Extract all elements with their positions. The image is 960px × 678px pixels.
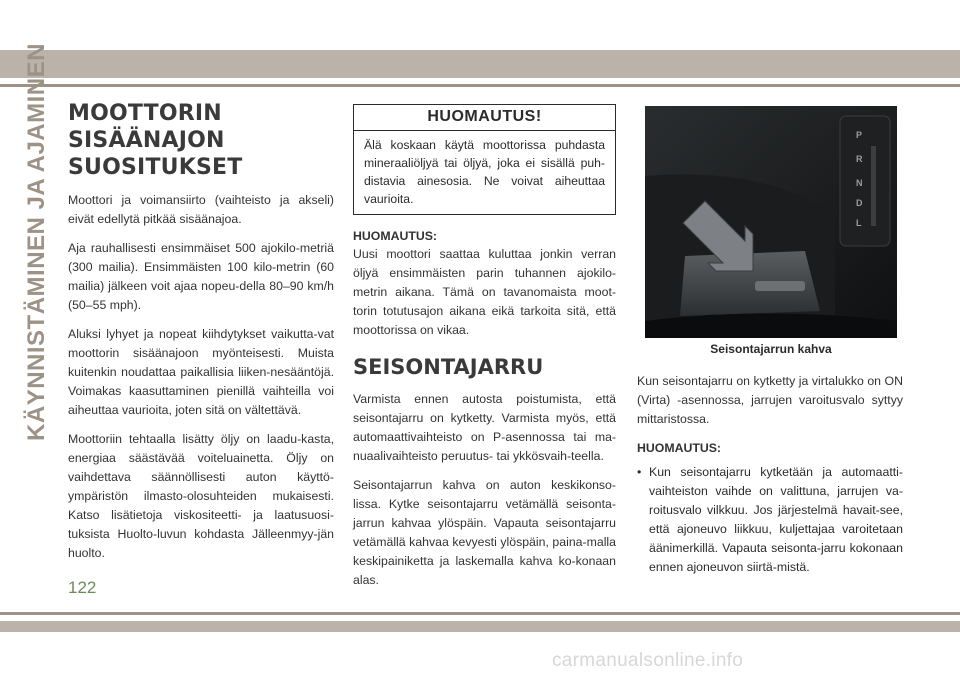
bullet: • <box>637 465 642 479</box>
list-item <box>637 463 903 577</box>
photo-caption: Seisontajarrun kahva <box>710 342 832 356</box>
paragraph: Varmista ennen autosta poistumista, että seisontajarru on kytketty. Varmista myös, että automaattivaihteisto on P-asennossa tai ma-nuaalivaihteisto peruutus- tai ykkösvaih-teella. <box>353 392 616 463</box>
caution-title: HUOMAUTUS! <box>354 105 615 131</box>
paragraph: Moottori ja voimansiirto (vaihteisto ja akseli) eivät edellytä pitkää sisäänajoa. <box>68 193 334 226</box>
caution-text: Älä koskaan käytä moottorissa puhdasta mineraaliöljyä tai öljyä, joka ei sisällä puh-distavia ainesosia. Ne voivat aiheuttaa vaurioita. <box>364 138 605 206</box>
header-rule <box>0 84 960 87</box>
paragraph: Moottoriin tehtaalla lisätty öljy on laadu-kasta, energiaa säästävää voiteluainetta. Öljy on vaihdettava säännöllisesti auton käyttö-ympäristön ilmasto-olosuhteiden mukaisesti. Katso lisätietoja viskositeetti- ja laatusuosi-tuksista Huolto-luvun kohdasta Jälleenmyy-jän huolto. <box>68 432 334 560</box>
left-column <box>68 100 334 573</box>
gear-letter: N <box>856 178 863 188</box>
note-list <box>637 463 903 577</box>
paragraph: Seisontajarrun kahva on auton keskikonso-lissa. Kytke seisontajarru vetämällä seisonta-jarrun kahvaa ylöspäin. Vapauta seisontajarru vetämällä kahvaa kevyesti ylöspäin, paina-malla keskipainiketta ja laskemalla kahva ko-konaan alas. <box>353 478 616 587</box>
paragraph: Kun seisontajarru on kytketty ja virtalukko on ON (Virta) -asennossa, jarrujen varoitusvalo syttyy mittaristossa. <box>637 374 903 426</box>
note-heading: HUOMAUTUS: <box>353 229 438 243</box>
middle-column <box>353 104 616 600</box>
note-text: Uusi moottori saattaa kuluttaa jonkin verran öljyä ensimmäisten parin tuhannen ajokilo-metrin aikana. Tämä on tavanomaista moot-torin totutusajon aikana eikä tarkoita sitä, että moottorissa on vikaa. <box>353 247 616 337</box>
parking-brake-photo <box>645 106 897 338</box>
gear-letter: R <box>856 154 863 164</box>
parking-brake-illustration <box>645 106 897 338</box>
paragraph: Aluksi lyhyet ja nopeat kiihdytykset vaikutta-vat moottorin sisäänajoon myönteisesti. Muista kuitenkin noudattaa paikallisia liiken-nesääntöjä. Voimakas kaasuttaminen pienillä vaihteilla voi aiheuttaa vaurioita, joten sitä on vältettävä. <box>68 327 334 417</box>
footer-rule <box>0 612 960 615</box>
watermark: carmanualsonline.info <box>552 650 744 671</box>
header-band <box>0 50 960 78</box>
caution-box <box>353 104 616 215</box>
gear-letter: L <box>856 218 862 228</box>
page-number: 122 <box>68 578 97 597</box>
chapter-side-tab <box>22 43 52 441</box>
right-column <box>637 100 903 577</box>
note-heading: HUOMAUTUS: <box>637 441 722 455</box>
section-title-parking-brake: SEISONTAJARRU <box>353 355 544 379</box>
footer-band <box>0 621 960 632</box>
paragraph: Aja rauhallisesti ensimmäiset 500 ajokilo-metriä (300 mailia). Ensimmäisten 100 kilo-metrin (60 mailia) jälkeen voit ajaa nopeu-della 80–90 km/h (50–55 mph). <box>68 241 334 312</box>
list-item-text: Kun seisontajarru kytketään ja automaatti-vaihteiston vaihde on valittuna, jarrujen va-roitusvalo vilkkuu. Jos järjestelmä havait-see, että ajoneuvo liikkuu, kuljettajaa varoitetaan äänimerkillä. Vapauta seisonta-jarru kokonaan ennen ajoneuvon siirtä-mistä. <box>649 465 903 574</box>
chapter-side-tab-label: KÄYNNISTÄMINEN JA AJAMINEN <box>23 43 50 441</box>
section-title-break-in: MOOTTORIN SISÄÄNAJON SUOSITUKSET <box>68 101 243 180</box>
gear-letter: P <box>856 130 863 140</box>
gear-letter: D <box>856 198 863 208</box>
